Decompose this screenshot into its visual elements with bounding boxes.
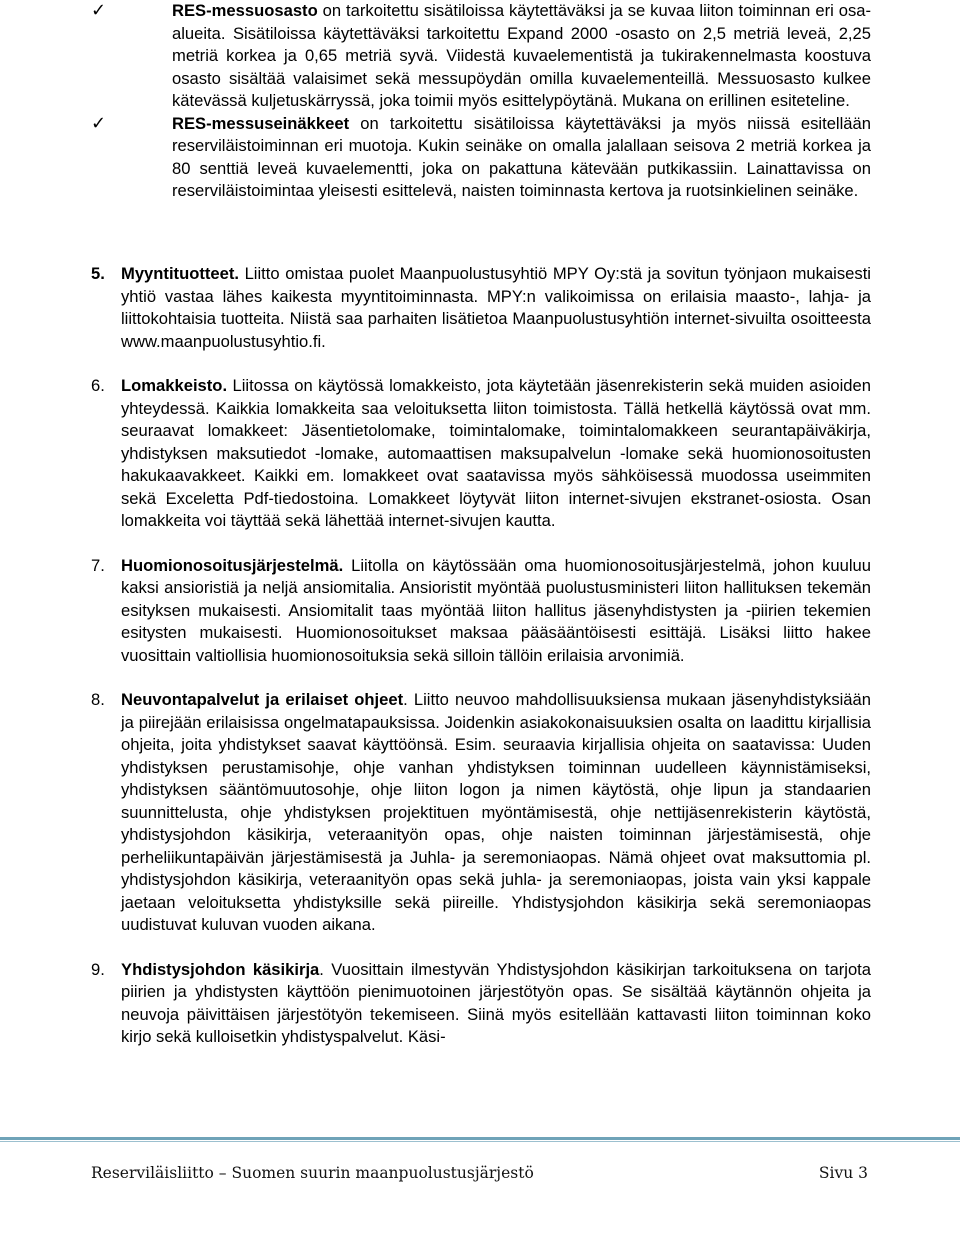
paragraph: [121, 959, 871, 1049]
section-title: Lomakkeisto.: [121, 376, 228, 395]
list-item: [91, 0, 871, 113]
footer-divider-thin: [0, 1141, 960, 1142]
section-text: Liitossa on käytössä lomakkeisto, jota käytetään jäsenrekisterin sekä muiden asioiden yhteydessä. Kaikkia lomakkeita saa veloituksetta liiton toimistosta. Tällä hetkellä käytössä ovat mm. seuraavat lomakkeet: Jäsentietolomake, toimintalomake, toimintalomakkeen seurantapäiväkirja, yhdistyksen maksutiedot -lomake, automaattisen maksupalvelun -lomake sekä huomionosoitusten hakukaavakkeet. Kaikki em. lomakkeet ovat saatavissa myös sähköisessä muodossa useimmiten sekä Exceletta Pdf-tiedostoina. Lomakkeet löytyvät liiton internet-sivujen ekstranet-osiosta. Osan lomakkeita voi täyttää sekä lähettää internet-sivujen kautta.: [121, 376, 871, 530]
page-number: Sivu 3: [818, 1164, 868, 1182]
checklist: [91, 0, 871, 203]
paragraph: [121, 375, 871, 533]
section-text: Liitolla on käytössään oma huomionosoitusjärjestelmä, johon kuuluu kaksi ansioristiä ja neljä ansiomitalia. Ansioristit myöntää puolustusministeri liiton hallituksen tekemän esityksen mukaisesti. Ansiomitalit taas myöntää liiton hallitus jäsenyhdistysten ja -piirien tekemien esitysten mukaisesti. Huomionosoitukset maksaa pääsääntöisesti esittäjä. Lisäksi liitto hakee vuosittain valtiollisia huomionosoituksia sekä silloin tällöin erilaisia arvonimiä.: [121, 555, 871, 665]
section-huomionosoitusjarjestelma: [91, 555, 871, 668]
footer-organization: Reserviläisliitto – Suomen suurin maanpuolustusjärjestö: [91, 1164, 534, 1182]
list-item: [91, 113, 871, 203]
section-text: . Liitto neuvoo mahdollisuuksiensa mukaan jäsenyhdistyksiään ja piirejään erilaisissa ongelmatapauksissa. Joidenkin asiakokonaisuuksien osalta on laadittu kirjallisia ohjeita, joita yhdistykset saavat käyttöönsä. Esim. seuraavia kirjallisia ohjeita on saatavissa: Uuden yhdistyksen perustamisohje, ohje vanhan yhdistyksen toiminnan uudelleen käynnistämiseksi, yhdistyksen sääntömuutosohje, ohje liiton logon ja nimen käytöstä, ohje lipun ja standaarien suunnittelusta, ohje yhdistyksen projektituen myöntämisestä, ohje nettijäsenrekisterin käytöstä, yhdistysjohdon käsikirja, veteraanityön opas, ohje naisten toiminnan järjestämisestä, ohje perheliikuntapäivän järjestämisestä ja Juhla- ja seremoniaopas. Nämä ohjeet ovat maksuttomia pl. yhdistysjohdon käsikirja, veteraanityön opas sekä juhla- ja seremoniaopas, joista vain yksi kappale jaetaan veloituksetta yhdistyksille sekä piireille. Yhdistysjohdon käsikirja sekä seremoniaopas uudistuvat kuluvan vuoden aikana.: [121, 690, 871, 934]
section-yhdistysjohdon-kasikirja: [91, 959, 871, 1049]
item-text: on tarkoitettu sisätiloissa käytettäväksi ja myös niissä esitellään reserviläistoiminnan eri muotoja. Kukin seinäke on omalla jalallaan seisova 2 metriä korkea ja 80 senttiä leveä kuvaelementti, joka on pakattuna kätevään putkikassiin. Lainattavissa on reserviläistoimintaa yleisesti esittelevä, naisten toiminnasta kertova ja ruotsinkielinen seinäke.: [172, 113, 871, 200]
section-title: Myyntituotteet.: [121, 264, 239, 283]
paragraph: [172, 0, 871, 113]
section-neuvontapalvelut: [91, 689, 871, 937]
numbered-sections: [91, 263, 871, 1071]
section-text: . Vuosittain ilmestyvän Yhdistysjohdon käsikirjan tarkoituksena on tarjota piirien ja yhdistysten käyttöön pienimuotoinen järjestötyön opas. Se sisältää käytännön ohjeita ja neuvoja päivittäisen järjestötyön tekemiseen. Siinä myös esitellään kattavasti liiton toiminnan koko kirjo sekä kulloisetkin yhdistyspalvelut. Käsi-: [121, 959, 872, 1046]
check-icon: ✓: [91, 112, 107, 134]
section-lomakkeisto: [91, 375, 871, 533]
paragraph: [121, 689, 871, 937]
section-title: Huomionosoitusjärjestelmä.: [121, 555, 344, 575]
footer-divider: [0, 1137, 960, 1140]
paragraph: [172, 113, 871, 203]
section-number: 6.: [91, 376, 105, 395]
section-number: 7.: [91, 555, 105, 575]
section-number: 5.: [91, 264, 105, 283]
item-title: RES-messuosasto: [172, 1, 318, 20]
section-number: 8.: [91, 690, 105, 709]
section-text: Liitto omistaa puolet Maanpuolustusyhtiö MPY Oy:stä ja sovitun työnjaon mukaisesti yhtiö vastaa lähes kaikesta myyntitoiminnasta. MPY:n valikoimissa on erilaisia maasto-, lahja- ja liittokohtaisia tuotteita. Niistä saa parhaiten lisätietoa Maanpuolustusyhtiön internet-sivuilta osoitteesta www.maanpuolustusyhtio.fi.: [121, 264, 871, 351]
paragraph: [121, 555, 871, 668]
check-icon: ✓: [91, 0, 107, 21]
paragraph: [121, 263, 871, 353]
item-title: RES-messuseinäkkeet: [172, 113, 350, 133]
section-number: 9.: [91, 959, 105, 979]
section-title: Yhdistysjohdon käsikirja: [121, 959, 320, 979]
section-title: Neuvontapalvelut ja erilaiset ohjeet: [121, 690, 404, 709]
section-myyntituotteet: [91, 263, 871, 353]
item-text: on tarkoitettu sisätiloissa käytettäväksi ja se kuvaa liiton toiminnan eri osa-alueita. Sisätiloissa käytettäväksi tarkoitettu Expand 2000 -osasto on 2,5 metriä leveä, 2,25 metriä korkea ja 0,65 metriä syvä. Viidestä kuvaelementistä ja tukirakennelmasta koostuva osasto sisältää valaisimet sekä messupöydän omilla kuvaelementeillä. Messuosasto kulkee kätevässä kuljetuskärryssä, joka toimii myös esittelypöytänä. Mukana on erillinen esiteteline.: [172, 1, 871, 110]
